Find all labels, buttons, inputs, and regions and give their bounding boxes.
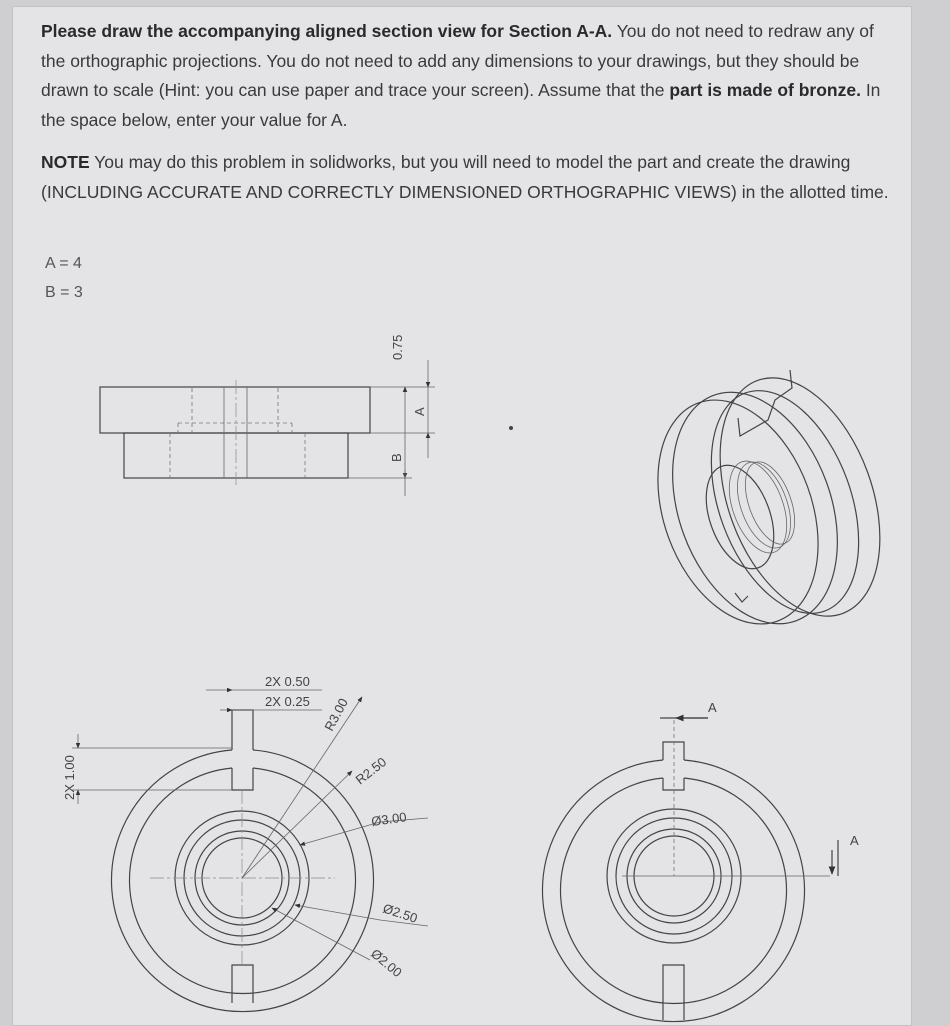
outer-arc-right xyxy=(543,760,805,1022)
variable-b: B = 3 xyxy=(45,284,83,301)
leader-r250 xyxy=(242,771,352,878)
dim-2x100: 2X 1.00 xyxy=(62,755,77,800)
material-bold: part is made of bronze. xyxy=(669,80,861,100)
iso-back-inner-edge xyxy=(683,370,886,633)
stray-dot xyxy=(509,426,513,430)
top-slot-upper xyxy=(232,710,253,750)
dim-dia200: Ø2.00 xyxy=(368,945,405,981)
dim-075: 0.75 xyxy=(390,334,405,360)
dim-slot-depth: 2X 0.25 xyxy=(265,694,310,709)
section-label-right: A xyxy=(850,833,859,848)
iso-back-outer xyxy=(690,356,910,638)
iso-front-face xyxy=(629,378,847,647)
flange-outline xyxy=(100,387,370,433)
top-view xyxy=(62,674,428,1012)
iso-thread-1 xyxy=(718,453,798,560)
dim-dia250: Ø2.50 xyxy=(381,900,420,926)
isometric-view xyxy=(629,356,910,647)
dim-r300: R3.00 xyxy=(321,695,351,734)
dim-dia300: Ø3.00 xyxy=(370,809,408,829)
dim-b-label: B xyxy=(389,453,404,462)
dim-r250: R2.50 xyxy=(352,754,390,788)
leader-r300 xyxy=(242,697,362,878)
note-label: NOTE xyxy=(41,152,90,172)
right-top-slot-lower xyxy=(663,778,684,790)
iso-bottom-slot xyxy=(735,593,748,602)
problem-instruction: You do not need to redraw any of the orthographic projections. You do not need to add any dimensions to your drawings, but they should be drawn to scale (Hint: you can use paper and trace your screen). Assume that the xyxy=(41,21,874,100)
problem-instruction-end: In the space below, enter your value for A. xyxy=(41,80,881,130)
note-text: You may do this problem in solidworks, but you will need to model the part and create the drawing (INCLUDING ACCURATE AND CORRECTLY DIMENSIONED ORTHOGRAPHIC VIEWS) in the allotted time. xyxy=(41,152,889,202)
right-bottom-slot xyxy=(663,965,684,1020)
problem-instruction-bold: Please draw the accompanying aligned section view for Section A-A. xyxy=(41,21,613,41)
inner-arc-right xyxy=(561,778,787,1004)
outer-r300-arc xyxy=(111,750,373,1012)
iso-top-slot xyxy=(738,370,792,436)
dim-a-label: A xyxy=(412,407,427,416)
right-top-slot-upper xyxy=(663,742,684,760)
variable-a: A = 4 xyxy=(45,255,82,272)
inner-r250-arc xyxy=(130,768,356,994)
front-view xyxy=(100,335,435,496)
section-label-top: A xyxy=(708,700,717,715)
leader-dia250 xyxy=(295,905,380,920)
section-view-plan xyxy=(543,700,860,1022)
top-slot-lower xyxy=(232,768,253,790)
iso-front-outer xyxy=(643,369,868,647)
bottom-slot xyxy=(232,965,253,1003)
dim-slot-width: 2X 0.50 xyxy=(265,674,310,689)
iso-thread-3 xyxy=(736,455,805,550)
